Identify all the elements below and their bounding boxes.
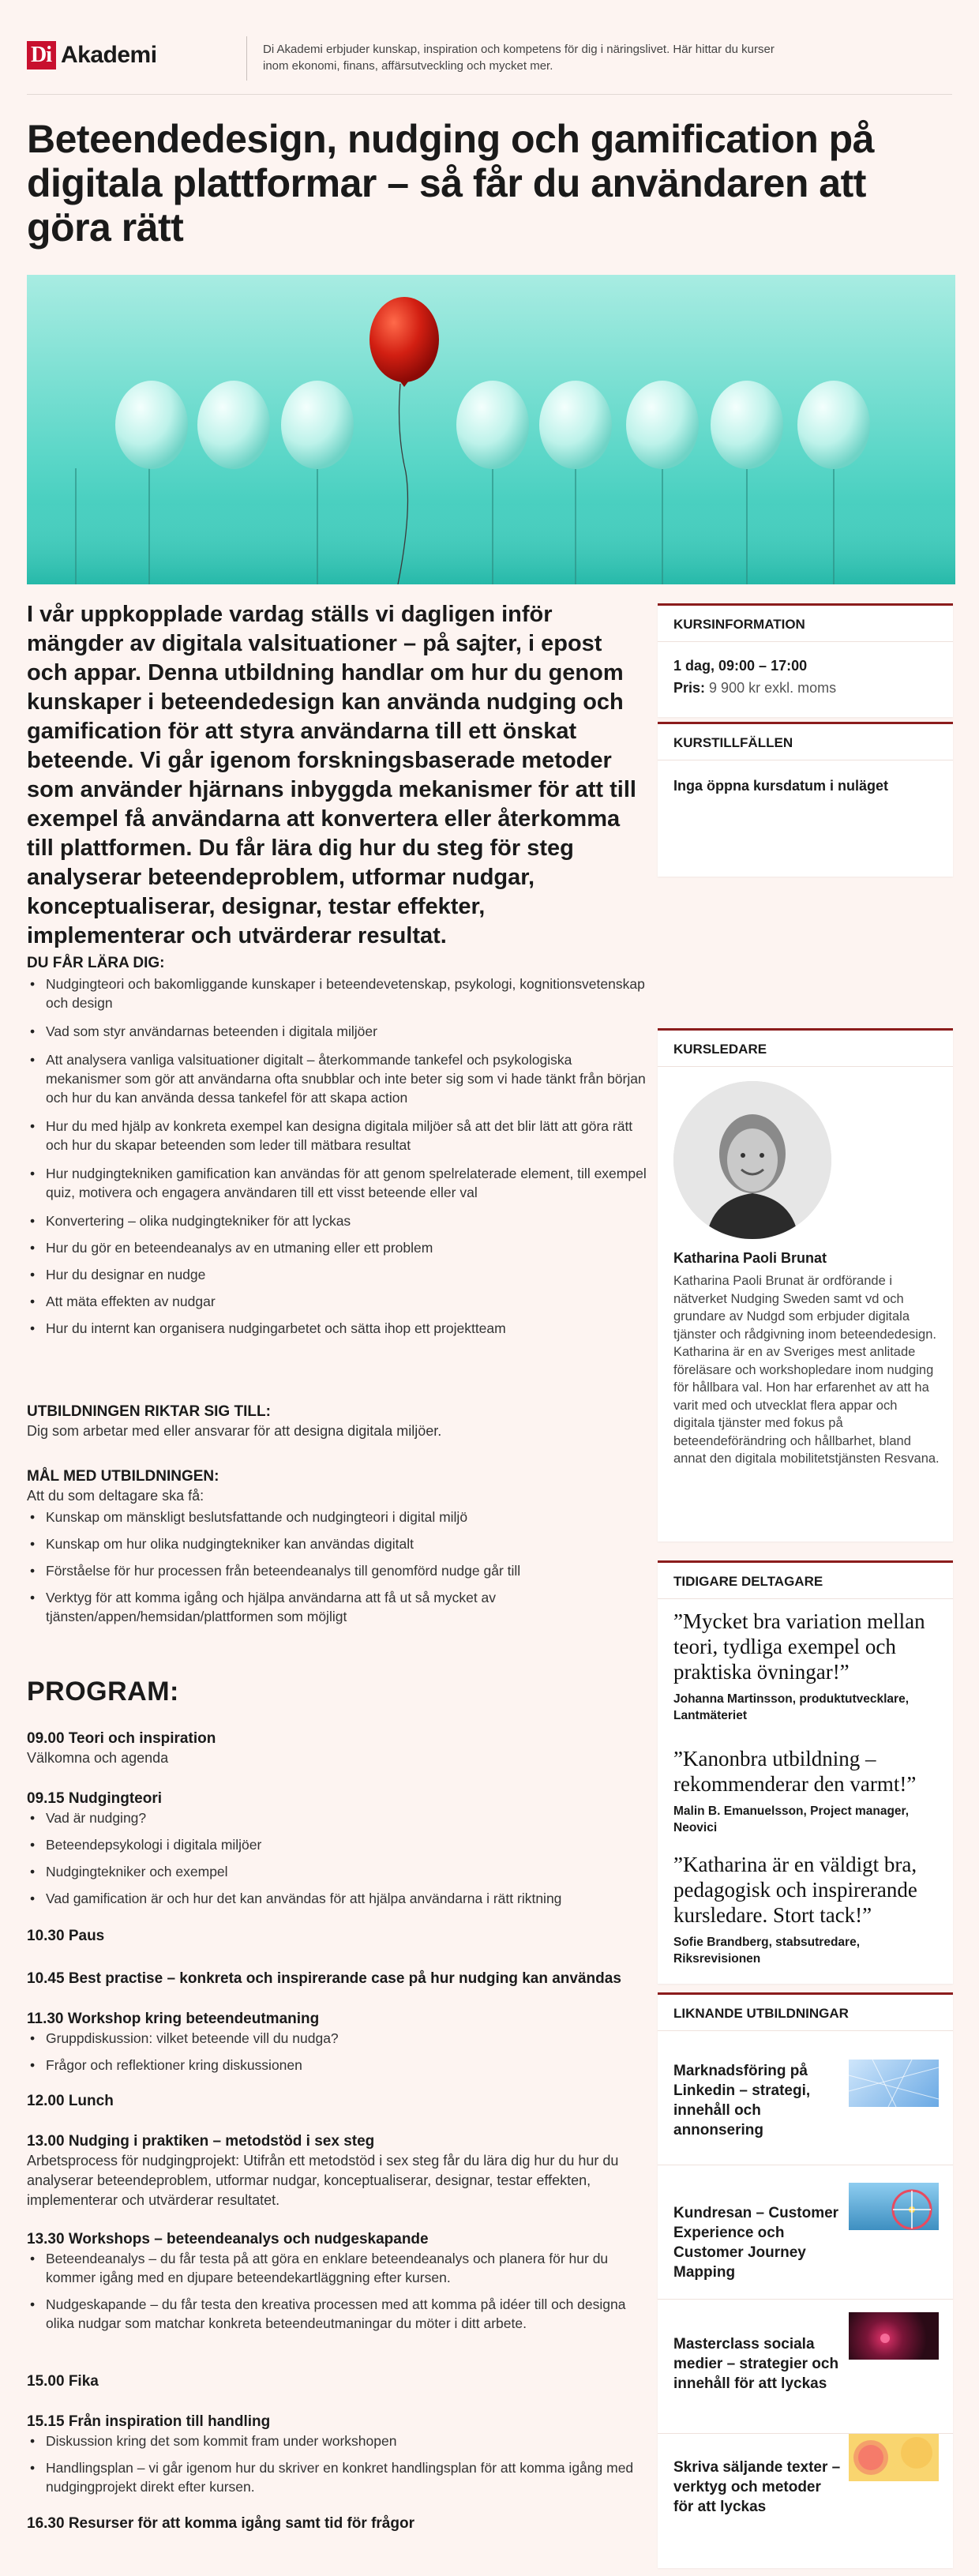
program-item-title: 13.30 Workshops – beteendeanalys och nudgeskapande	[27, 2231, 429, 2247]
testimonials-card	[658, 1560, 953, 1984]
similar-course-title[interactable]: Skriva säljande texter – verktyg och metoder för att lyckas	[673, 2459, 841, 2515]
program-item	[27, 1927, 651, 1946]
program-heading: PROGRAM:	[27, 1677, 179, 1707]
program-item-title: 16.30 Resurser för att komma igång samt tid för frågor	[27, 2515, 414, 2532]
di-akademi-logo[interactable]	[27, 41, 157, 69]
audience-heading: UTBILDNINGEN RIKTAR SIG TILL:	[27, 1403, 271, 1420]
program-item	[27, 2010, 651, 2075]
ferris-wheel-icon	[849, 2183, 939, 2230]
testimonial-quote: ”Kanonbra utbildning – rekommenderar den varmt!”	[673, 1747, 917, 1796]
program-item-list	[27, 2249, 651, 2333]
program-item	[27, 2514, 651, 2533]
list-item: • Hur du med hjälp av konkreta exempel kan designa digitala miljöer så att det blir lätt att göra rätt och hur du skapar beteenden som leder till mätbara resultat	[27, 1117, 651, 1155]
similar-heading: LIKNANDE UTBILDNINGAR	[658, 1995, 953, 2031]
dark-abstract-icon	[849, 2312, 939, 2360]
program-item	[27, 1729, 651, 1768]
list-item: • Vad är nudging?	[27, 1808, 651, 1827]
similar-course-title[interactable]: Masterclass sociala medier – strategier och innehåll för att lyckas	[673, 2336, 839, 2392]
list-item: • Vad som styr användarnas beteenden i digitala miljöer	[27, 1022, 651, 1041]
list-item: • Verktyg för att komma igång och hjälpa användarna att få ut så mycket av tjänsten/appen/hemsidan/plattformen som möjligt	[27, 1588, 651, 1626]
lead-paragraph: I vår uppkopplade vardag ställs vi dagligen inför mängder av digitala valsituationer – på sajter, i epost och appar. Denna utbildning handlar om hur du genom kunskaper i beteendedesign kan använda nudging och gamification för att styra användarna till ett önskat beteende. Vi går igenom forskningsbaserade metoder som använder hjärnans inbyggda mekanismer för att till exempel få användarna att konvertera eller återkomma till plattformen. Du får lära dig hur du steg för steg analyserar beteendeproblem, utformar nudgar, konceptualiserar, designar, testar effekter, implementerar och utvärderar resultat.	[27, 602, 636, 948]
header-tagline: Di Akademi erbjuder kunskap, inspiration och kompetens för dig i näringslivet. Här hittar du kurser inom ekonomi, finans, affärsutveckling och mycket mer.	[263, 43, 775, 73]
course-thumbnail	[849, 2183, 939, 2230]
leader-avatar	[673, 1081, 831, 1239]
course-time: 1 dag, 09:00 – 17:00	[673, 658, 808, 674]
leader-bio: Katharina Paoli Brunat är ordförande i nätverket Nudging Sweden samt vd och grundare av Nudgd som erbjuder digitala tjänster och rådgivning inom beteendedesign. Katharina är en av Sveriges mest anlitade föreläsare och workshopledare inom nudging för hållbara val. Hon har erfarenhet av att ha varit med och utvecklat flera appar och digitala tjänster med fokus på beteendeförändring och hållbarhet, bland annat den digitala mobilitetstjänsten Resvana.	[673, 1274, 940, 1466]
occasions-heading: KURSTILLFÄLLEN	[658, 724, 953, 760]
list-item: • Konvertering – olika nudgingtekniker för att lyckas	[27, 1211, 651, 1230]
program-item-title: 11.30 Workshop kring beteendeutmaning	[27, 2011, 320, 2027]
goals-intro: Att du som deltagare ska få:	[27, 1488, 204, 1504]
list-item: • Att analysera vanliga valsituationer digitalt – återkommande tankefel och psykologiska mekanismer som gör att användarna ofta snubblar och inte beter sig som vi hade tänkt från början och hur du kan använda dessa tankefel för att skapa action	[27, 1050, 651, 1107]
person-silhouette-icon	[673, 1081, 831, 1239]
goals-section	[27, 1467, 651, 1626]
similar-courses-card	[658, 1992, 953, 2568]
hero-image-balloons	[27, 275, 955, 584]
testimonials-heading: TIDIGARE DELTAGARE	[658, 1563, 953, 1599]
list-item: • Nudgeskapande – du får testa den kreativa processen med att komma på idéer till och designa olika nudgar som matchar konkreta beteendeutmaningar du möter i ditt arbete.	[27, 2295, 651, 2333]
similar-course-title[interactable]: Kundresan – Customer Experience och Customer Journey Mapping	[673, 2205, 839, 2281]
program-item-title: 09.00 Teori och inspiration	[27, 1730, 216, 1747]
list-item: • Hur du designar en nudge	[27, 1265, 651, 1284]
program-item-title: 10.30 Paus	[27, 1928, 105, 1944]
program-item-text: Arbetsprocess för nudgingprojekt: Utifrån ett metodstöd i sex steg får du lära dig hur du hur du analyserar beteendeproblem, utformar nudgar, konceptualiserar, designar, testar effekten, implementerar och utvärderar resultatet.	[27, 2153, 619, 2208]
logo-di-mark: Di	[27, 41, 56, 69]
program-item	[27, 2092, 651, 2111]
program-item	[27, 2132, 651, 2210]
similar-course-link[interactable]	[658, 2434, 953, 2568]
course-occasions-card	[658, 722, 953, 877]
program-item	[27, 1970, 651, 1988]
list-item: • Hur du internt kan organisera nudgingarbetet och sätta ihop ett projektteam	[27, 1319, 651, 1338]
program-item-title: 10.45 Best practise – konkreta och inspirerande case på hur nudging kan användas	[27, 1970, 621, 1987]
leader-heading: KURSLEDARE	[658, 1031, 953, 1067]
site-header	[0, 0, 979, 95]
testimonial	[673, 1746, 942, 1836]
testimonial-quote: ”Katharina är en väldigt bra, pedagogisk och inspirerande kursledare. Stort tack!”	[673, 1853, 917, 1927]
header-divider	[246, 36, 247, 81]
program-item-title: 12.00 Lunch	[27, 2093, 114, 2109]
course-info-heading: KURSINFORMATION	[658, 606, 953, 642]
list-item: • Beteendepsykologi i digitala miljöer	[27, 1835, 651, 1854]
list-item: • Nudgingtekniker och exempel	[27, 1862, 651, 1881]
testimonial-quote: ”Mycket bra variation mellan teori, tydliga exempel och praktiska övningar!”	[673, 1609, 925, 1684]
list-item: • Kunskap om hur olika nudgingtekniker kan användas digitalt	[27, 1534, 651, 1553]
course-info-card	[658, 603, 953, 717]
course-thumbnail	[849, 2312, 939, 2360]
learn-heading: DU FÅR LÄRA DIG:	[27, 955, 165, 971]
program-item-title: 09.15 Nudgingteori	[27, 1790, 163, 1807]
list-item: • Hur du gör en beteendeanalys av en utmaning eller ett problem	[27, 1238, 651, 1257]
program-item	[27, 2372, 651, 2391]
learn-list	[27, 974, 651, 1338]
similar-course-link[interactable]	[658, 2165, 953, 2300]
testimonial	[673, 1852, 942, 1967]
list-item: • Handlingsplan – vi går igenom hur du skriver en konkret handlingsplan för att komma igång med nudgingprojekt direkt efter kursen.	[27, 2458, 651, 2496]
course-thumbnail	[849, 2434, 939, 2481]
program-item	[27, 2413, 651, 2496]
price-value: 9 900 kr exkl. moms	[709, 680, 837, 696]
goals-heading: MÅL MED UTBILDNINGEN:	[27, 1468, 219, 1485]
list-item: • Nudgingteori och bakomliggande kunskaper i beteendevetenskap, psykologi, kognitionsvetenskap och design	[27, 974, 651, 1012]
testimonial-author: Johanna Martinsson, produktutvecklare, Lantmäteriet	[673, 1692, 910, 1722]
program-item-title: 15.15 Från inspiration till handling	[27, 2413, 271, 2430]
course-info-body	[658, 642, 953, 699]
similar-course-link[interactable]	[658, 2031, 953, 2165]
goals-list	[27, 1508, 651, 1626]
list-item: • Vad gamification är och hur det kan användas för att hjälpa användarna i rätt riktning	[27, 1889, 651, 1908]
program-item-list	[27, 2029, 651, 2075]
logo-wordmark: Akademi	[61, 42, 157, 68]
course-thumbnail	[849, 2060, 939, 2107]
list-item: • Förståelse för hur processen från beteendeanalys till genomförd nudge går till	[27, 1561, 651, 1580]
list-item: • Att mäta effekten av nudgar	[27, 1292, 651, 1311]
program-item	[27, 2230, 651, 2333]
leader-name: Katharina Paoli Brunat	[673, 1250, 827, 1266]
course-leader-card	[658, 1028, 953, 1541]
page-title: Beteendedesign, nudging och gamification på digitala plattformar – så får du användaren att göra rätt	[27, 117, 875, 250]
program-item-title: 15.00 Fika	[27, 2373, 99, 2390]
list-item: • Beteendeanalys – du får testa på att göra en enklare beteendeanalys och planera för hur du kommer igång med en djupare beteendekartläggning efter kursen.	[27, 2249, 651, 2287]
header-bottom-border	[27, 94, 952, 95]
program-item	[27, 1789, 651, 1908]
list-item: • Diskussion kring det som kommit fram under workshopen	[27, 2431, 651, 2450]
testimonial	[673, 1609, 942, 1724]
program-item-title: 13.00 Nudging i praktiken – metodstöd i sex steg	[27, 2133, 375, 2150]
program-item-list	[27, 2431, 651, 2496]
price-label: Pris:	[673, 680, 706, 696]
testimonial-author: Malin B. Emanuelsson, Project manager, Neovici	[673, 1804, 910, 1834]
network-pattern-icon	[849, 2060, 939, 2107]
list-item: • Kunskap om mänskligt beslutsfattande och nudgingteori i digital miljö	[27, 1508, 651, 1526]
testimonial-author: Sofie Brandberg, stabsutredare, Riksrevisionen	[673, 1936, 861, 1966]
balloons-illustration	[27, 275, 955, 584]
list-item: • Hur nudgingtekniken gamification kan användas för att genom spelrelaterade element, till exempel quiz, motivera och engagera användaren till ett visst beteende eller val	[27, 1164, 651, 1202]
learn-section	[27, 954, 651, 1338]
course-price-row	[673, 677, 937, 699]
audience-text: Dig som arbetar med eller ansvarar för att designa digitala miljöer.	[27, 1423, 442, 1439]
list-item: • Frågor och reflektioner kring diskussionen	[27, 2056, 651, 2075]
similar-course-link[interactable]	[658, 2300, 953, 2434]
occasions-text: Inga öppna kursdatum i nuläget	[673, 778, 889, 794]
similar-course-title[interactable]: Marknadsföring på Linkedin – strategi, innehåll och annonsering	[673, 2063, 811, 2139]
program-item-list	[27, 1808, 651, 1908]
list-item: • Gruppdiskussion: vilket beteende vill du nudga?	[27, 2029, 651, 2048]
audience-section	[27, 1403, 651, 1441]
grapefruit-icon	[849, 2434, 939, 2481]
program-item-text: Välkomna och agenda	[27, 1750, 169, 1766]
